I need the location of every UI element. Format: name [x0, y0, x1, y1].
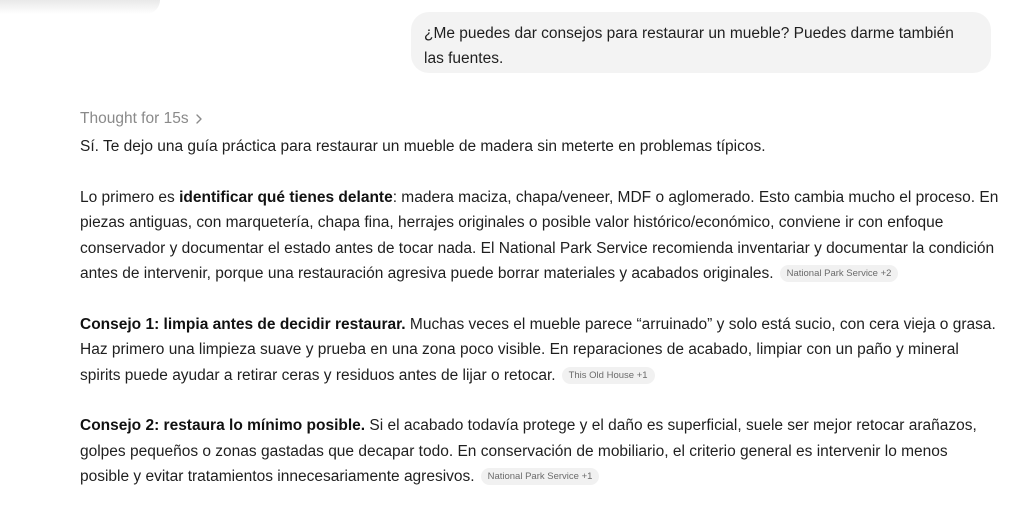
- citation-chip-1[interactable]: National Park Service +2: [780, 265, 899, 282]
- top-fade-decoration: [0, 0, 160, 14]
- response-paragraph-3: [80, 413, 1000, 490]
- paragraph-1-bold: identificar qué tienes delante: [179, 188, 393, 206]
- assistant-response: [80, 134, 1000, 506]
- user-message-bubble: [411, 12, 991, 73]
- response-intro: Sí. Te dejo una guía práctica para restaurar un mueble de madera sin meterte en problemas típicos.: [80, 138, 766, 155]
- paragraph-3-text: Si el acabado todavía protege y el daño es superficial, suele ser mejor retocar arañazos, golpes pequeños o zonas gastadas que decapar todo. En conservación de mobiliario, el criterio general es intervenir lo menos posible y evitar tratamientos innecesariamente agresivos.: [80, 417, 977, 485]
- thought-label: Thought for 15s: [80, 110, 189, 127]
- chevron-right-icon: [195, 113, 203, 125]
- citation-chip-3[interactable]: National Park Service +1: [481, 468, 600, 485]
- paragraph-1-pre: Lo primero es: [80, 188, 180, 206]
- paragraph-2-text: Muchas veces el mueble parece “arruinado” y solo está sucio, con cera vieja o grasa. Haz primero una limpieza suave y prueba en una zona poco visible. En reparaciones de acabado, limpiar con un paño y mineral spirits puede ayudar a retirar ceras y residuos antes de lijar o retocar.: [80, 315, 996, 384]
- paragraph-1-text: : madera maciza, chapa/veneer, MDF o aglomerado. Esto cambia mucho el proceso. En piezas antiguas, con marquetería, chapa fina, herrajes originales o posible valor histórico/económico, conviene ir con enfoque conservador y documentar el estado antes de tocar nada. El National Park Service recomienda inventariar y documentar la condición antes de intervenir, porque una restauración agresiva puede borrar materiales y acabados originales.: [80, 188, 999, 282]
- user-message-text: ¿Me puedes dar consejos para restaurar un mueble? Puedes darme también las fuentes.: [424, 25, 954, 67]
- citation-chip-2[interactable]: This Old House +1: [562, 367, 655, 384]
- response-paragraph-2: [80, 312, 1000, 389]
- response-paragraph-1: [80, 185, 1000, 287]
- paragraph-2-bold: Consejo 1: limpia antes de decidir restaurar.: [80, 315, 406, 333]
- paragraph-3-bold: Consejo 2: restaura lo mínimo posible.: [80, 417, 366, 434]
- thought-toggle[interactable]: [80, 108, 203, 130]
